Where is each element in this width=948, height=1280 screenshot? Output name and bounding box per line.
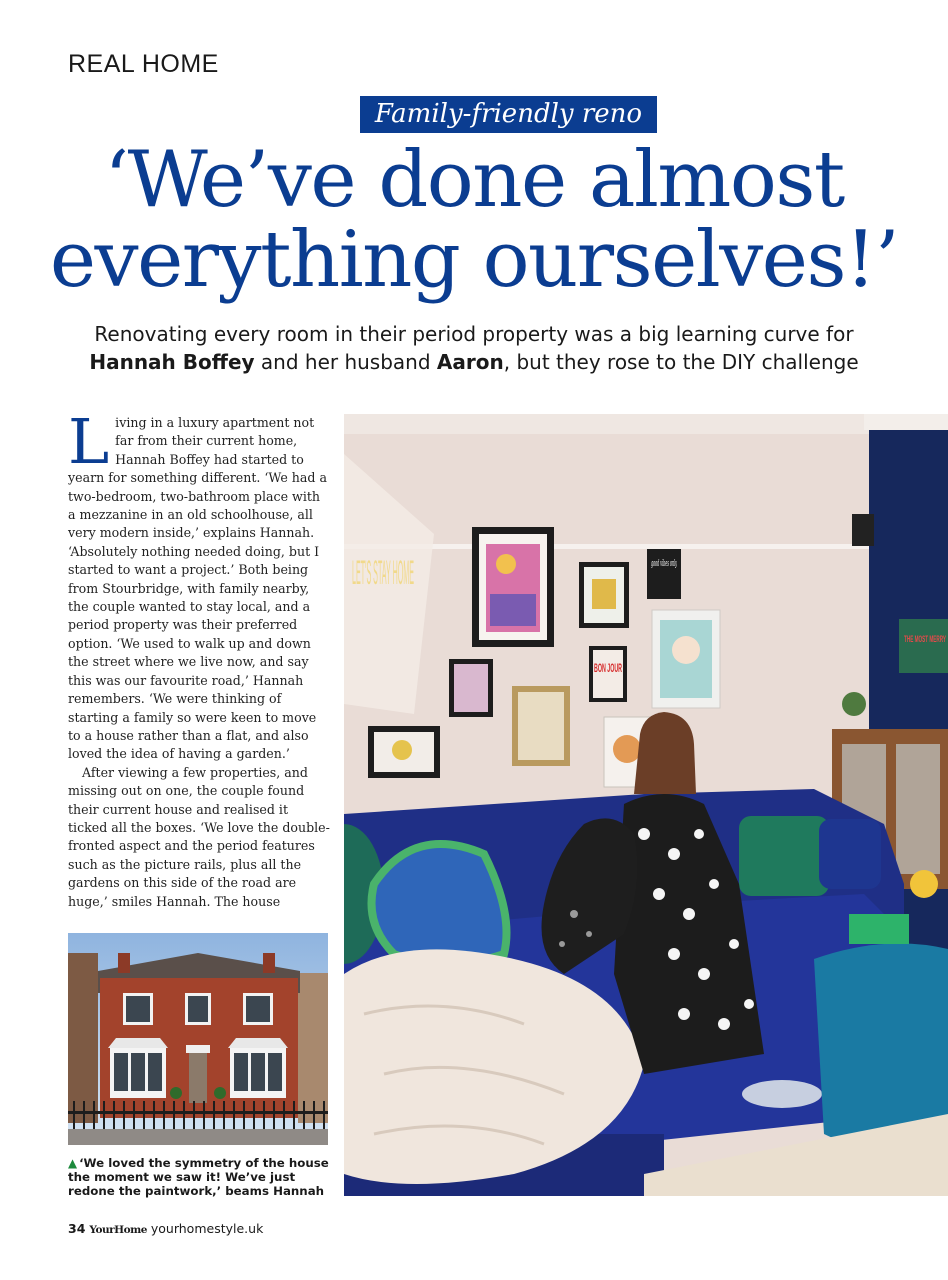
paragraph-1-text: iving in a luxury apartment not far from their current home, Hannah Boffey had started to yearn for something different. ‘We had a two-bedroom, two-bathroom place with a mezzanine in an old schoolhouse, all very modern inside,’ explains Hannah. ‘Absolutely nothing needed doing, but I started to want a project.’ Both being from Stourbridge, with family nearby, the couple wanted to stay local, and a period property was their preferred option. ‘We used to walk up and down the street where we live now, and say this was our favourite road,’ Hannah remembers. ‘We were thinking of starting a family so were keen to move to a house rather than a flat, and also loved the idea of having a garden.’ <box>68 415 328 762</box>
standfirst-line-1: Renovating every room in their period property was a big learning curve for <box>94 322 854 346</box>
body-text <box>68 405 330 911</box>
standfirst-mid: and her husband <box>254 350 437 374</box>
standfirst-name-aaron: Aaron <box>436 350 504 374</box>
photo-caption <box>68 1156 338 1198</box>
living-room-photo <box>344 414 948 1196</box>
kicker-banner: Family-friendly reno <box>360 96 657 133</box>
headline <box>0 135 948 305</box>
neon-sign-text: LET'S STAY HOME <box>352 554 414 592</box>
caption-triangle-icon: ▲ <box>68 1156 78 1170</box>
page-number: 34 <box>68 1221 86 1236</box>
caption-text: ‘We loved the symmetry of the house the moment we saw it! We’ve just redone the paintwork,’ beams Hannah <box>68 1156 329 1198</box>
standfirst-name-hannah: Hannah Boffey <box>89 350 255 374</box>
bonjour-print-text: BON JOUR <box>594 661 623 675</box>
website-url: yourhomestyle.uk <box>150 1221 264 1236</box>
body-paragraph-2: After viewing a few properties, and missing out on one, the couple found their current house and realised it ticked all the boxes. ‘We love the double-fronted aspect and the period features such as the picture rails, plus all the gardens on this side of the road are huge,’ smiles Hannah. The house <box>68 764 330 909</box>
headline-line-2: everything ourselves!’ <box>49 215 899 305</box>
good-vibes-sign-text: good vibes only <box>651 559 678 569</box>
section-label: REAL HOME <box>68 50 219 78</box>
living-room-illustration <box>344 414 948 1196</box>
page-footer <box>68 1221 263 1236</box>
merry-sign-text: THE MOST MERRY <box>904 634 946 644</box>
house-illustration <box>68 933 328 1145</box>
standfirst <box>0 320 948 376</box>
standfirst-end: , but they rose to the DIY challenge <box>503 350 859 374</box>
headline-line-1: ‘We’ve done almost <box>104 135 844 225</box>
drop-cap: L <box>68 405 110 478</box>
house-exterior-photo <box>68 933 328 1145</box>
magazine-brand: YourHome <box>89 1224 147 1236</box>
body-paragraph-1 <box>68 405 330 764</box>
